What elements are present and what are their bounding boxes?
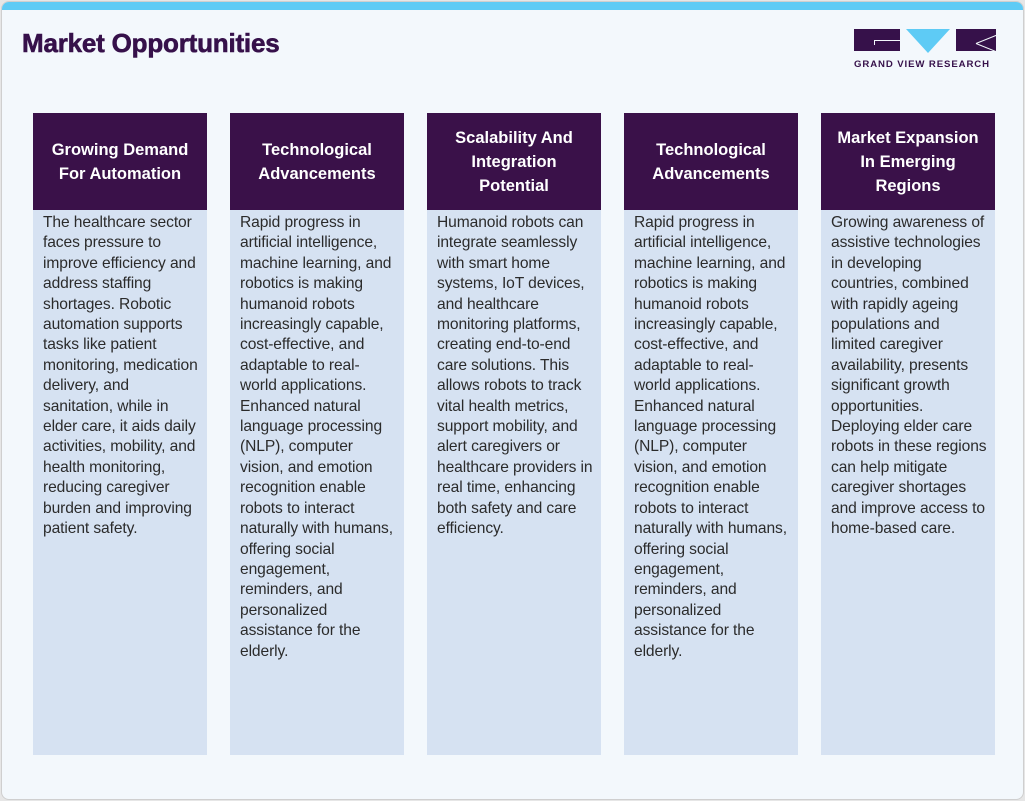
gvr-v-triangle-icon: [906, 29, 950, 53]
opportunity-columns: [33, 113, 997, 755]
logo-marks: [854, 29, 996, 53]
grand-view-research-logo: [854, 29, 996, 71]
column-body: Humanoid robots can integrate seamlessly with smart home systems, IoT devices, and healthcare monitoring platforms, creating end-to-end care solutions. This allows robots to track vital health metrics, support mobility, and alert caregivers or healthcare providers in real time, enhancing both safety and care efficiency.: [437, 214, 593, 538]
column-header: Technological Advancements: [624, 113, 798, 210]
column-header: Technological Advancements: [230, 113, 404, 210]
column-header: Growing Demand For Automation: [33, 113, 207, 210]
column-body: The healthcare sector faces pressure to improve efficiency and address staffing shortages. Robotic automation supports tasks like patient monitoring, medication delivery, and sanitation, while in elder care, it aids daily activities, mobility, and health monitoring, reducing caregiver burden and improving patient safety.: [43, 214, 198, 538]
opportunity-column-tech-advancements-2: [624, 113, 798, 755]
gvr-r-mark-icon: [956, 29, 996, 51]
opportunity-column-automation: [33, 113, 207, 755]
column-body: Rapid progress in artificial intelligence, machine learning, and robotics is making humanoid robots increasingly capable, cost-effective, and adaptable to real-world applications. Enhanced natural language processing (NLP), computer vision, and emotion recognition enable robots to interact naturally with humans, offering social engagement, reminders, and personalized assistance for the elderly.: [240, 214, 393, 660]
column-body: Growing awareness of assistive technologies in developing countries, combined with rapidly ageing populations and limited caregiver availability, presents significant growth opportunities. Deploying elder care robots in these regions can help mitigate caregiver shortages and improve access to home-based care.: [831, 214, 987, 538]
column-header: Scalability And Integration Potential: [427, 113, 601, 210]
logo-wordmark: GRAND VIEW RESEARCH: [854, 59, 990, 70]
gvr-g-mark-icon: [854, 29, 900, 51]
infographic-card: [1, 1, 1024, 800]
accent-top-bar: [2, 2, 1023, 10]
opportunity-column-emerging-regions: [821, 113, 995, 755]
opportunity-column-scalability: [427, 113, 601, 755]
column-header: Market Expansion In Emerging Regions: [821, 113, 995, 210]
opportunity-column-tech-advancements: [230, 113, 404, 755]
column-body: Rapid progress in artificial intelligence, machine learning, and robotics is making humanoid robots increasingly capable, cost-effective, and adaptable to real-world applications. Enhanced natural language processing (NLP), computer vision, and emotion recognition enable robots to interact naturally with humans, offering social engagement, reminders, and personalized assistance for the elderly.: [634, 214, 787, 660]
page-title: Market Opportunities: [22, 28, 280, 58]
